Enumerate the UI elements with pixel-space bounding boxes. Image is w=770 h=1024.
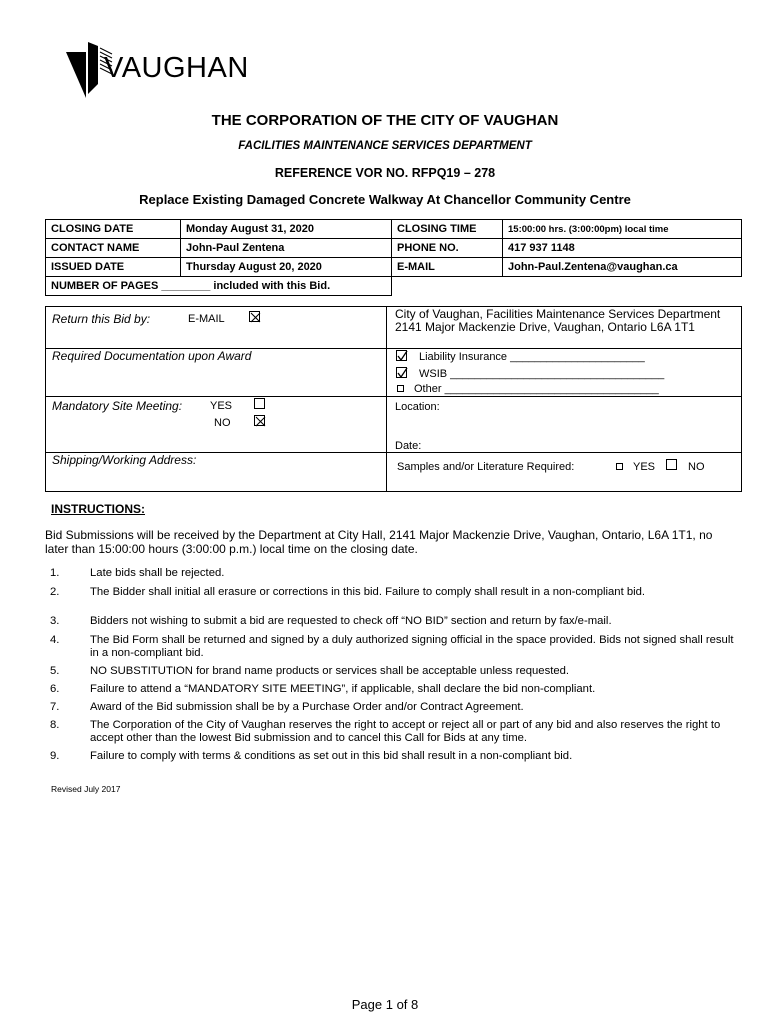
- email-checkbox[interactable]: [249, 311, 260, 322]
- location-label: Location:: [395, 401, 440, 413]
- samples-label: Samples and/or Literature Required:: [397, 461, 575, 473]
- samples-yes-label: YES: [633, 461, 656, 473]
- list-item-text: Failure to comply with terms & conditions as set out in this bid shall result in a non-compliant bid.: [90, 750, 573, 762]
- wsib-checkbox[interactable]: [396, 367, 407, 378]
- return-bid-label: Return this Bid by:: [52, 312, 151, 326]
- return-method-email: E-MAIL: [188, 313, 225, 325]
- contact-name-label: CONTACT NAME: [46, 239, 181, 258]
- email-value: John-Paul.Zentena@vaughan.ca: [503, 258, 742, 277]
- list-item-text: The Bid Form shall be returned and signed by a duly authorized signing official in the space provided. Bids not signed shall result in a non-compliant bid.: [90, 634, 734, 659]
- shipping-address-label: Shipping/Working Address:: [52, 453, 197, 467]
- instructions-heading: INSTRUCTIONS:: [51, 502, 145, 516]
- checked-x-icon: [250, 312, 261, 323]
- instructions-intro: Bid Submissions will be received by the Department at City Hall, 2141 Major Mackenzie Drive, Vaughan, Ontario, L6A 1T1, no later than 15:00:00 hours (3:00:00 p.m.) local time on the closing date.: [45, 528, 713, 556]
- liability-checkbox[interactable]: [396, 350, 407, 361]
- list-item-number: 1.: [50, 567, 60, 579]
- number-of-pages: NUMBER OF PAGES ________ included with this Bid.: [46, 277, 392, 296]
- table-row: [46, 220, 742, 239]
- other-checkbox[interactable]: [397, 385, 404, 392]
- liability-insurance: Liability Insurance ______________________: [419, 351, 645, 363]
- list-item-number: 2.: [50, 586, 60, 598]
- table-row: [46, 277, 742, 296]
- list-item-number: 5.: [50, 665, 60, 677]
- closing-time-label: CLOSING TIME: [392, 220, 503, 239]
- site-meeting-no-label: NO: [214, 417, 231, 429]
- row-divider: [46, 396, 386, 397]
- date-label: Date:: [395, 440, 422, 452]
- checkmark-icon: [397, 351, 408, 362]
- award-details-box: [45, 306, 742, 492]
- table-row: [46, 239, 742, 258]
- other-field: Other ___________________________________: [414, 383, 659, 395]
- bid-info-table: [45, 219, 742, 296]
- phone-value: 417 937 1148: [503, 239, 742, 258]
- list-item-text: The Bidder shall initial all erasure or corrections in this bid. Failure to comply shall result in a non-compliant bid.: [90, 586, 646, 598]
- page-title: THE CORPORATION OF THE CITY OF VAUGHAN: [211, 112, 559, 129]
- site-meeting-yes-label: YES: [210, 400, 233, 412]
- closing-date-label: CLOSING DATE: [46, 220, 181, 239]
- list-item-text: Award of the Bid submission shall be by a Purchase Order and/or Contract Agreement.: [90, 701, 524, 713]
- site-meeting-label: Mandatory Site Meeting:: [52, 399, 183, 413]
- table-row: [46, 258, 742, 277]
- issued-date-label: ISSUED DATE: [46, 258, 181, 277]
- checkmark-icon: [397, 368, 408, 379]
- samples-no-label: NO: [688, 461, 705, 473]
- column-divider: [386, 307, 387, 492]
- list-item-text: Late bids shall be rejected.: [90, 567, 225, 579]
- row-divider: [386, 348, 742, 349]
- samples-no-checkbox[interactable]: [666, 459, 677, 470]
- list-item-number: 4.: [50, 634, 60, 646]
- site-meeting-no-checkbox[interactable]: [254, 415, 265, 426]
- revision-note: Revised July 2017: [51, 784, 121, 794]
- list-item-number: 6.: [50, 683, 60, 695]
- list-item-text: NO SUBSTITUTION for brand name products or services shall be acceptable unless requested.: [90, 665, 570, 677]
- closing-date-value: Monday August 31, 2020: [181, 220, 392, 239]
- list-item-number: 8.: [50, 719, 60, 731]
- return-address: City of Vaughan, Facilities Maintenance Services Department 2141 Major Mackenzie Drive, Vaughan, Ontario L6A 1T1: [395, 307, 721, 334]
- reference-number: REFERENCE VOR NO. RFPQ19 – 278: [274, 166, 496, 180]
- list-item-text: Failure to attend a “MANDATORY SITE MEETING”, if applicable, shall declare the bid non-compliant.: [90, 683, 596, 695]
- wsib-field: WSIB ___________________________________: [419, 368, 665, 380]
- site-meeting-yes-checkbox[interactable]: [254, 398, 265, 409]
- logo-wordmark: VAUGHAN: [104, 52, 249, 84]
- email-label: E-MAIL: [392, 258, 503, 277]
- page-number: Page 1 of 8: [351, 997, 419, 1012]
- list-item-text: The Corporation of the City of Vaughan reserves the right to accept or reject all or part of any bid and also reserves the right to accept other than the lowest Bid submission and to cancel this Call for Bids at any time.: [90, 719, 721, 744]
- closing-time-value: 15:00:00 hrs. (3:00:00pm) local time: [503, 220, 742, 239]
- samples-yes-checkbox[interactable]: [616, 463, 623, 470]
- issued-date-value: Thursday August 20, 2020: [181, 258, 392, 277]
- row-divider: [386, 396, 742, 397]
- list-item-number: 9.: [50, 750, 60, 762]
- list-item-text: Bidders not wishing to submit a bid are requested to check off “NO BID” section and return by fax/e-mail.: [90, 615, 612, 627]
- checked-x-icon: [255, 416, 266, 427]
- list-item-number: 3.: [50, 615, 60, 627]
- list-item-number: 7.: [50, 701, 60, 713]
- phone-label: PHONE NO.: [392, 239, 503, 258]
- required-docs-label: Required Documentation upon Award: [52, 349, 252, 363]
- department-name: FACILITIES MAINTENANCE SERVICES DEPARTMENT: [238, 140, 532, 152]
- project-title: Replace Existing Damaged Concrete Walkway At Chancellor Community Centre: [139, 192, 631, 207]
- contact-name-value: John-Paul Zentena: [181, 239, 392, 258]
